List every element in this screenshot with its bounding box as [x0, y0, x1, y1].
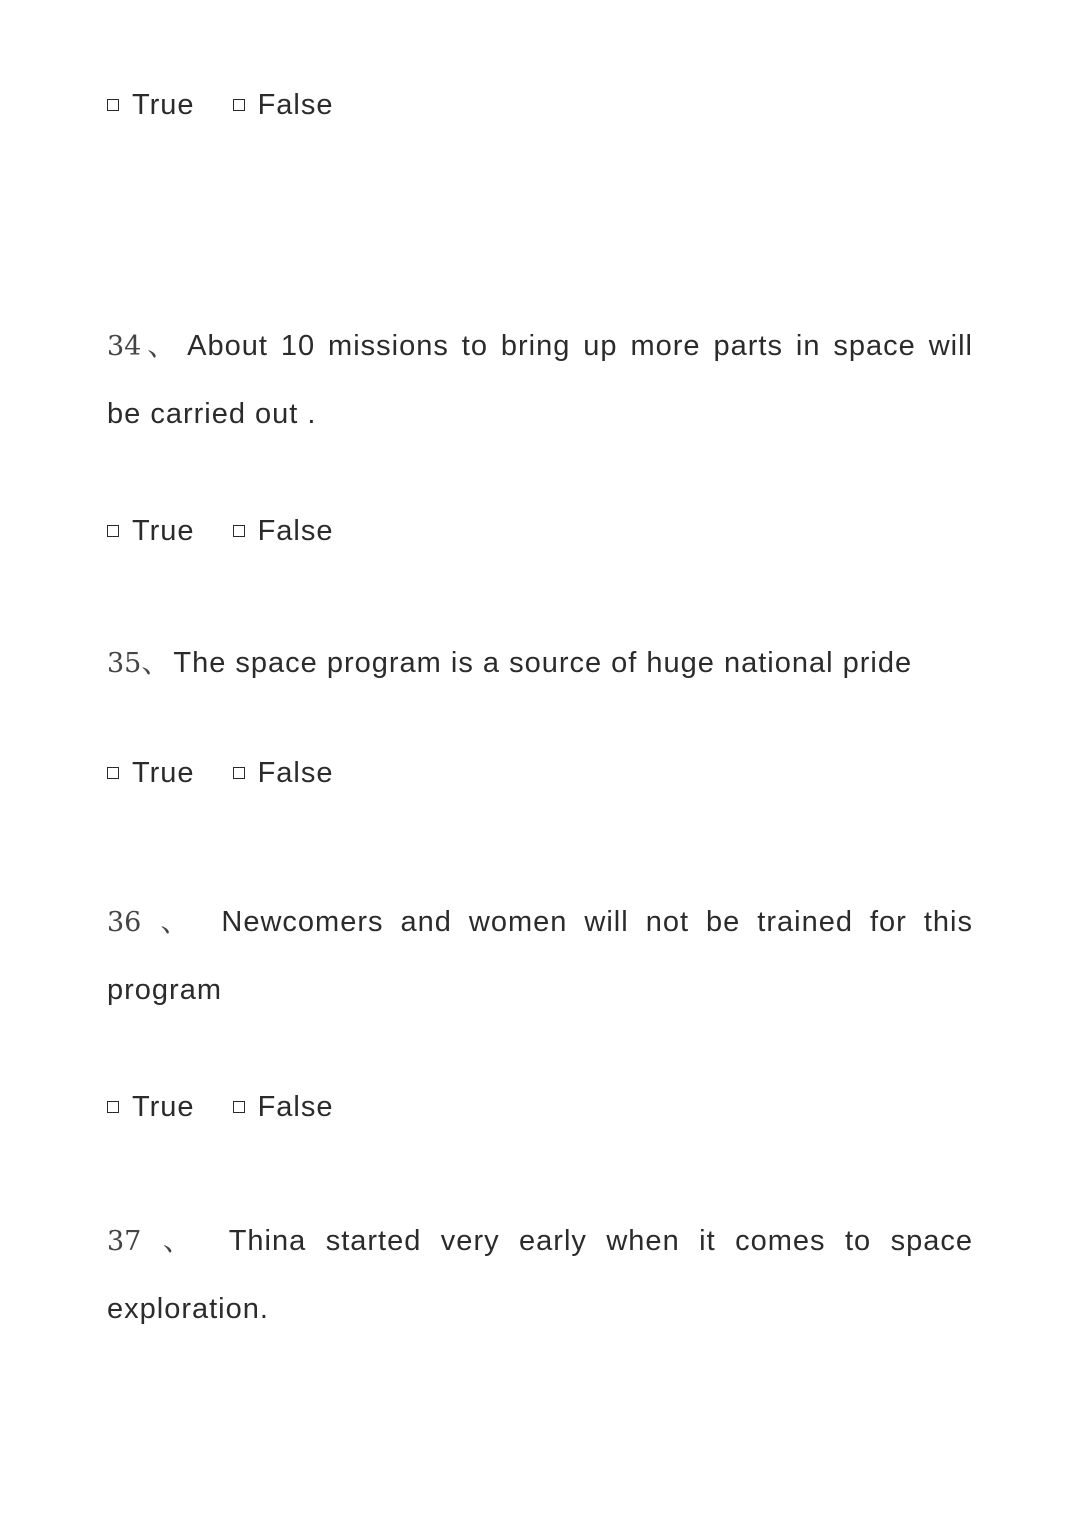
false-label: False	[257, 757, 334, 789]
question-separator: 、	[143, 328, 182, 362]
answer-options-34	[107, 511, 973, 551]
true-checkbox[interactable]	[107, 767, 119, 779]
question-36	[107, 899, 973, 1049]
question-number: 34	[107, 331, 142, 362]
true-option[interactable]	[107, 1087, 195, 1127]
question-text: The space program is a source of huge national pride	[173, 647, 913, 679]
answer-options-35	[107, 753, 973, 793]
question-number: 35	[107, 648, 142, 679]
true-option[interactable]	[107, 511, 195, 551]
false-label: False	[257, 89, 334, 121]
answer-options-33	[107, 85, 973, 125]
true-checkbox[interactable]	[107, 525, 119, 537]
question-text-line	[107, 640, 973, 715]
question-text: About 10 missions to bring up more parts in space will	[187, 330, 973, 362]
question-separator: 、	[162, 1223, 204, 1257]
false-checkbox[interactable]	[233, 1101, 245, 1113]
question-37	[107, 1218, 973, 1368]
question-separator: 、	[160, 904, 199, 938]
question-35	[107, 640, 973, 715]
true-option[interactable]	[107, 753, 195, 793]
false-checkbox[interactable]	[233, 99, 245, 111]
true-label: True	[132, 1091, 195, 1123]
false-checkbox[interactable]	[233, 525, 245, 537]
false-option[interactable]	[233, 511, 334, 551]
false-option[interactable]	[233, 753, 334, 793]
question-text: Thina started very early when it comes to space	[228, 1225, 973, 1257]
question-number: 36	[107, 907, 142, 938]
question-text-line: be carried out .	[107, 398, 317, 430]
question-text-line: exploration.	[107, 1293, 269, 1325]
false-label: False	[257, 515, 334, 547]
question-34	[107, 323, 973, 473]
false-label: False	[257, 1091, 334, 1123]
answer-options-36	[107, 1087, 973, 1127]
true-checkbox[interactable]	[107, 1101, 119, 1113]
question-separator: 、	[141, 645, 172, 679]
false-option[interactable]	[233, 85, 334, 125]
false-option[interactable]	[233, 1087, 334, 1127]
question-text-line: program	[107, 974, 222, 1006]
question-text-line	[107, 1218, 973, 1293]
question-text: Newcomers and women will not be trained for this	[221, 906, 973, 938]
true-label: True	[132, 757, 195, 789]
true-label: True	[132, 515, 195, 547]
true-label: True	[132, 89, 195, 121]
question-number: 37	[107, 1226, 142, 1257]
true-option[interactable]	[107, 85, 195, 125]
false-checkbox[interactable]	[233, 767, 245, 779]
true-checkbox[interactable]	[107, 99, 119, 111]
question-text-line	[107, 899, 973, 974]
question-text-line	[107, 323, 973, 398]
